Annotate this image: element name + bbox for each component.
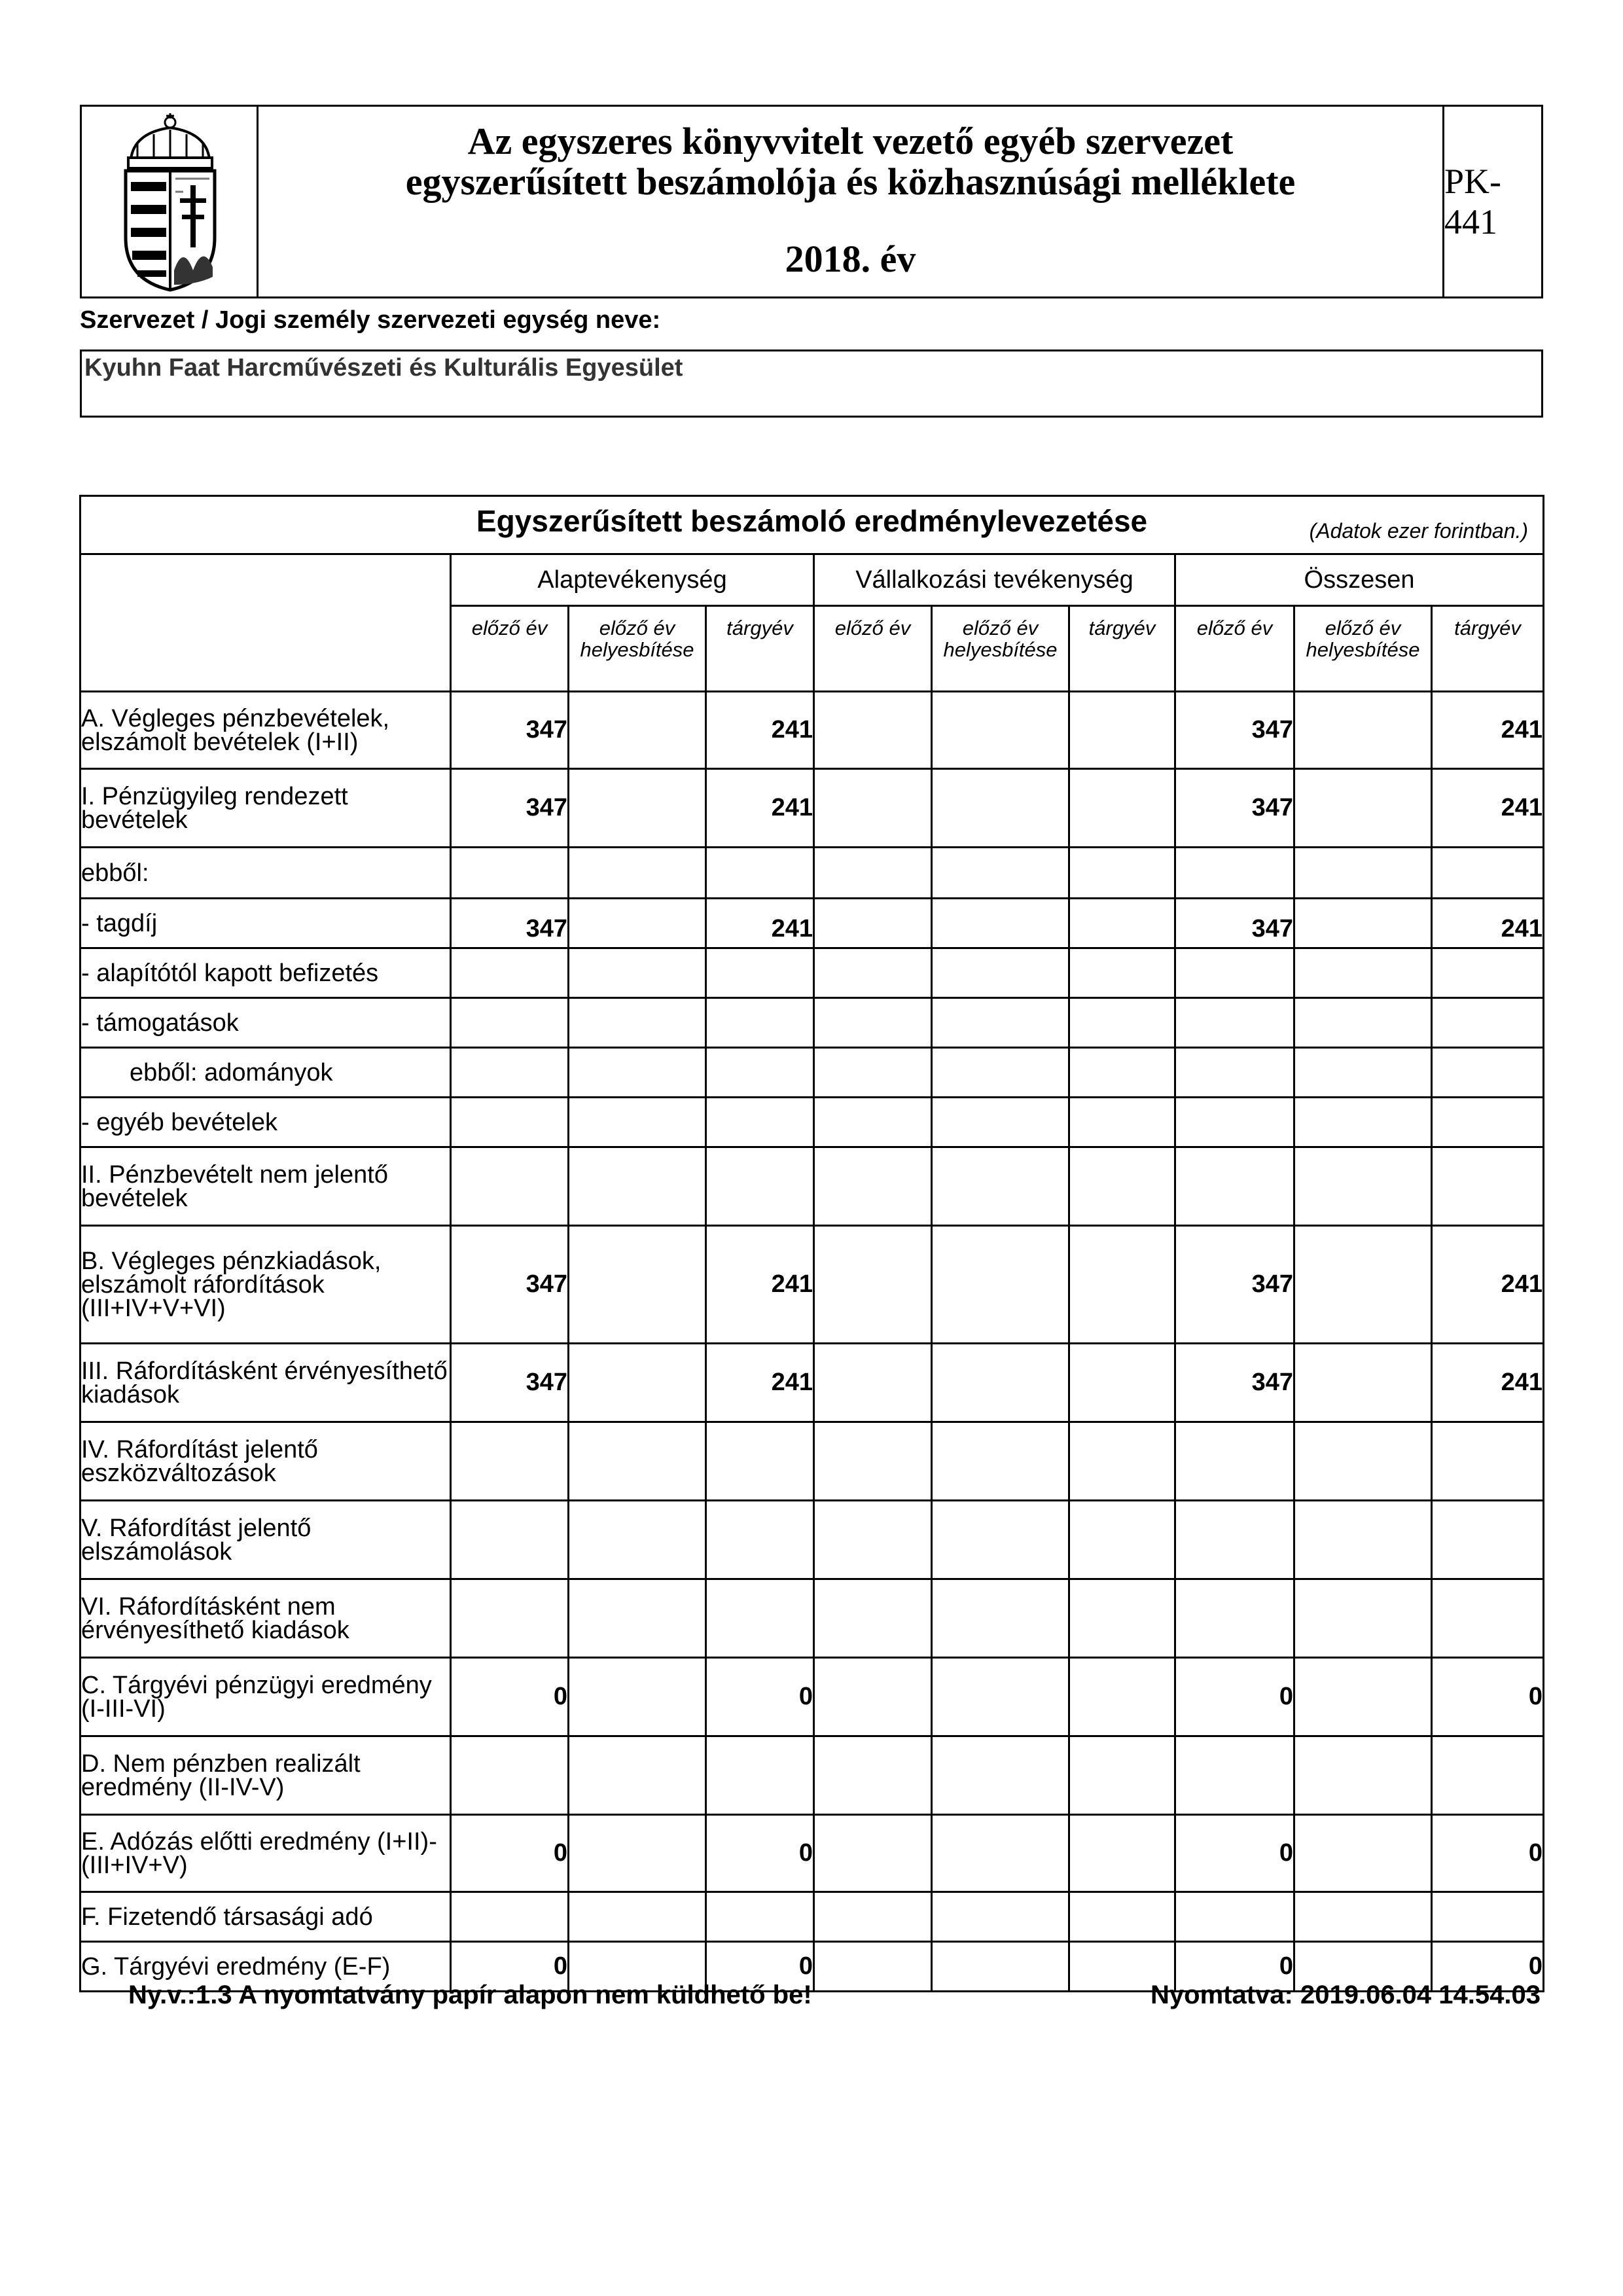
value-cell [451, 1048, 569, 1098]
value-cell: 0 [451, 1815, 569, 1892]
value-cell [569, 1422, 706, 1501]
value-cell [706, 1098, 814, 1147]
value-cell [1432, 1892, 1544, 1942]
value-cell [1432, 948, 1544, 998]
value-cell: 241 [1432, 1226, 1544, 1344]
subcol-header-business-2: tárgyév [1069, 606, 1175, 692]
org-name-field [80, 350, 1543, 418]
value-cell [569, 899, 706, 948]
value-cell [1432, 1501, 1544, 1579]
value-cell [1069, 848, 1175, 899]
value-cell [1294, 1736, 1432, 1815]
value-cell [1069, 1422, 1175, 1501]
value-cell [814, 899, 932, 948]
value-cell [1069, 1048, 1175, 1098]
value-cell [1175, 998, 1294, 1048]
table-caption [80, 496, 1544, 554]
row-label: ebből: [80, 848, 451, 899]
income-statement-table [79, 495, 1544, 1992]
value-cell [814, 1048, 932, 1098]
value-cell [1294, 1048, 1432, 1098]
value-cell [1294, 1147, 1432, 1226]
value-cell: 0 [706, 1942, 814, 1992]
org-name-value: Kyuhn Faat Harcművészeti és Kulturális Egyesület [84, 354, 683, 382]
value-cell [706, 998, 814, 1048]
row-label: I. Pénzügyileg rendezett bevételek [80, 769, 451, 848]
value-cell: 0 [1175, 1815, 1294, 1892]
value-cell [814, 1658, 932, 1736]
value-cell [451, 948, 569, 998]
value-cell [706, 1892, 814, 1942]
value-cell: 0 [1432, 1658, 1544, 1736]
row-label: B. Végleges pénzkiadások, elszámolt ráfordítások (III+IV+V+VI) [80, 1226, 451, 1344]
value-cell [569, 1736, 706, 1815]
value-cell [1069, 769, 1175, 848]
value-cell [1294, 1098, 1432, 1147]
value-cell: 347 [1175, 1226, 1294, 1344]
row-label: E. Adózás előtti eredmény (I+II)-(III+IV+V) [80, 1815, 451, 1892]
row-label: III. Ráfordításként érvényesíthető kiadások [80, 1344, 451, 1422]
value-cell: 241 [1432, 899, 1544, 948]
value-cell [1175, 1147, 1294, 1226]
value-cell [932, 1579, 1069, 1658]
table-row [80, 1048, 1544, 1098]
value-cell [451, 1579, 569, 1658]
value-cell [814, 1422, 932, 1501]
value-cell [932, 1098, 1069, 1147]
row-label: C. Tárgyévi pénzügyi eredmény (I-III-VI) [80, 1658, 451, 1736]
value-cell [451, 998, 569, 1048]
row-label: F. Fizetendő társasági adó [80, 1892, 451, 1942]
row-label: VI. Ráfordításként nem érvényesíthető kiadások [80, 1579, 451, 1658]
value-cell: 241 [706, 1344, 814, 1422]
subcol-header-business-1: előző év helyesbítése [932, 606, 1069, 692]
value-cell [451, 1422, 569, 1501]
value-cell [706, 848, 814, 899]
value-cell [1069, 1147, 1175, 1226]
value-cell [932, 1892, 1069, 1942]
value-cell [1175, 848, 1294, 899]
value-cell: 347 [451, 1226, 569, 1344]
table-row [80, 1892, 1544, 1942]
footer-version-note: Ny.v.:1.3 A nyomtatvány papír alapon nem küldhető be! [128, 1981, 812, 2009]
value-cell [814, 1147, 932, 1226]
value-cell [1294, 1344, 1432, 1422]
value-cell [569, 1815, 706, 1892]
value-cell [814, 769, 932, 848]
value-cell: 241 [1432, 692, 1544, 769]
value-cell [1294, 899, 1432, 948]
value-cell [1294, 1579, 1432, 1658]
value-cell [1294, 769, 1432, 848]
value-cell [569, 1048, 706, 1098]
value-cell [1069, 1226, 1175, 1344]
value-cell [569, 1344, 706, 1422]
value-cell [569, 1892, 706, 1942]
value-cell: 347 [1175, 769, 1294, 848]
value-cell [1069, 948, 1175, 998]
table-row [80, 692, 1544, 769]
value-cell [814, 1501, 932, 1579]
form-title-cell [259, 107, 1444, 296]
value-cell [1175, 1098, 1294, 1147]
row-label: - támogatások [80, 998, 451, 1048]
subcol-header-total-0: előző év [1175, 606, 1294, 692]
value-cell: 241 [1432, 1344, 1544, 1422]
value-cell [1294, 948, 1432, 998]
value-cell [1432, 1098, 1544, 1147]
footer-print-date: Nyomtatva: 2019.06.04 14.54.03 [1150, 1981, 1541, 2009]
value-cell [1294, 1815, 1432, 1892]
table-row [80, 1344, 1544, 1422]
value-cell: 241 [706, 692, 814, 769]
subcol-header-business-0: előző év [814, 606, 932, 692]
value-cell [706, 1736, 814, 1815]
value-cell [1069, 1344, 1175, 1422]
value-cell: 0 [1432, 1815, 1544, 1892]
value-cell [569, 1658, 706, 1736]
table-row [80, 848, 1544, 899]
value-cell [569, 769, 706, 848]
value-cell [814, 1736, 932, 1815]
crest-cell [82, 107, 259, 296]
value-cell [932, 1226, 1069, 1344]
value-cell [814, 1098, 932, 1147]
value-cell: 347 [451, 899, 569, 948]
value-cell [1175, 1501, 1294, 1579]
group-header-basic: Alaptevékenység [451, 554, 814, 606]
value-cell [1432, 848, 1544, 899]
row-label: II. Pénzbevételt nem jelentő bevételek [80, 1147, 451, 1226]
value-cell [706, 1579, 814, 1658]
value-cell [451, 1147, 569, 1226]
value-cell [814, 1579, 932, 1658]
subcol-header-basic-0: előző év [451, 606, 569, 692]
value-cell [1294, 1892, 1432, 1942]
table-row [80, 899, 1544, 948]
value-cell [1069, 1501, 1175, 1579]
value-cell: 347 [451, 769, 569, 848]
table-row [80, 1736, 1544, 1815]
value-cell [814, 1344, 932, 1422]
coat-of-arms-icon [118, 113, 223, 293]
subcol-header-total-1: előző év helyesbítése [1294, 606, 1432, 692]
value-cell [814, 1892, 932, 1942]
value-cell [932, 998, 1069, 1048]
value-cell [569, 998, 706, 1048]
value-cell [1294, 1501, 1432, 1579]
value-cell [1432, 998, 1544, 1048]
form-code: PK-441 [1444, 162, 1502, 242]
form-title-line2: egyszerűsített beszámolója és közhasznúsági melléklete [405, 160, 1296, 203]
value-cell: 0 [1175, 1658, 1294, 1736]
form-header [80, 105, 1543, 298]
value-cell: 0 [706, 1658, 814, 1736]
row-label: - tagdíj [80, 899, 451, 948]
subcol-header-total-2: tárgyév [1432, 606, 1544, 692]
value-cell [1294, 1658, 1432, 1736]
value-cell [1069, 1736, 1175, 1815]
value-cell [451, 1892, 569, 1942]
value-cell [569, 948, 706, 998]
value-cell [932, 769, 1069, 848]
value-cell [569, 1226, 706, 1344]
group-header-total: Összesen [1175, 554, 1544, 606]
table-row [80, 1422, 1544, 1501]
value-cell [814, 948, 932, 998]
value-cell [1294, 692, 1432, 769]
value-cell [932, 948, 1069, 998]
value-cell: 347 [1175, 1344, 1294, 1422]
value-cell [1069, 1098, 1175, 1147]
value-cell [1294, 848, 1432, 899]
value-cell [814, 1226, 932, 1344]
value-cell [814, 692, 932, 769]
value-cell [814, 1942, 932, 1992]
value-cell [1069, 998, 1175, 1048]
table-row [80, 1501, 1544, 1579]
value-cell [569, 1579, 706, 1658]
value-cell [932, 1344, 1069, 1422]
value-cell [1294, 1422, 1432, 1501]
value-cell [569, 1147, 706, 1226]
value-cell [1432, 1048, 1544, 1098]
table-row [80, 769, 1544, 848]
value-cell [932, 1501, 1069, 1579]
value-cell [1069, 1892, 1175, 1942]
value-cell [932, 1815, 1069, 1892]
value-cell [706, 1147, 814, 1226]
value-cell [1294, 1226, 1432, 1344]
table-row [80, 1815, 1544, 1892]
value-cell [1432, 1147, 1544, 1226]
value-cell [814, 848, 932, 899]
value-cell: 0 [451, 1942, 569, 1992]
table-title: Egyszerűsített beszámoló eredménylevezetése [476, 504, 1148, 538]
table-row [80, 1147, 1544, 1226]
value-cell [706, 948, 814, 998]
group-header-business: Vállalkozási tevékenység [814, 554, 1175, 606]
value-cell: 347 [1175, 899, 1294, 948]
value-cell [1069, 1658, 1175, 1736]
value-cell [1069, 1579, 1175, 1658]
value-cell [932, 1422, 1069, 1501]
value-cell [1294, 998, 1432, 1048]
table-row [80, 998, 1544, 1048]
value-cell [569, 1501, 706, 1579]
value-cell [1175, 1892, 1294, 1942]
value-cell [1069, 899, 1175, 948]
value-cell: 0 [1432, 1942, 1544, 1992]
value-cell: 0 [1175, 1942, 1294, 1992]
value-cell [706, 1422, 814, 1501]
table-row [80, 1579, 1544, 1658]
value-cell: 241 [1432, 769, 1544, 848]
table-row [80, 1098, 1544, 1147]
value-cell [932, 848, 1069, 899]
value-cell: 241 [706, 899, 814, 948]
value-cell: 347 [451, 1344, 569, 1422]
unit-note: (Adatok ezer forintban.) [1309, 519, 1529, 543]
row-label: V. Ráfordítást jelentő elszámolások [80, 1501, 451, 1579]
row-label: ebből: adományok [80, 1048, 451, 1098]
value-cell [1175, 1422, 1294, 1501]
value-cell [451, 1098, 569, 1147]
value-cell [569, 848, 706, 899]
value-cell: 241 [706, 769, 814, 848]
value-cell [451, 848, 569, 899]
value-cell [932, 1658, 1069, 1736]
row-label: - egyéb bevételek [80, 1098, 451, 1147]
value-cell: 0 [706, 1815, 814, 1892]
value-cell [932, 1736, 1069, 1815]
value-cell [706, 1501, 814, 1579]
value-cell [1175, 1579, 1294, 1658]
value-cell: 347 [1175, 692, 1294, 769]
row-label: A. Végleges pénzbevételek, elszámolt bevételek (I+II) [80, 692, 451, 769]
value-cell: 241 [706, 1226, 814, 1344]
value-cell [932, 1942, 1069, 1992]
form-year: 2018. év [785, 238, 916, 280]
value-cell [451, 1736, 569, 1815]
value-cell [451, 1501, 569, 1579]
value-cell [814, 1815, 932, 1892]
row-label-header [80, 554, 451, 692]
row-label: IV. Ráfordítást jelentő eszközváltozások [80, 1422, 451, 1501]
table-row [80, 1658, 1544, 1736]
value-cell: 0 [451, 1658, 569, 1736]
value-cell: 347 [451, 692, 569, 769]
table-row [80, 1226, 1544, 1344]
table-row [80, 948, 1544, 998]
value-cell [1432, 1579, 1544, 1658]
row-label: D. Nem pénzben realizált eredmény (II-IV-V) [80, 1736, 451, 1815]
value-cell [706, 1048, 814, 1098]
value-cell [814, 998, 932, 1048]
value-cell [569, 692, 706, 769]
subcol-header-basic-2: tárgyév [706, 606, 814, 692]
value-cell [1069, 1815, 1175, 1892]
value-cell [1175, 948, 1294, 998]
subcol-header-basic-1: előző év helyesbítése [569, 606, 706, 692]
row-label: G. Tárgyévi eredmény (E-F) [80, 1942, 451, 1992]
value-cell [1175, 1048, 1294, 1098]
value-cell [569, 1098, 706, 1147]
form-title-line1: Az egyszeres könyvvitelt vezető egyéb szervezet [467, 120, 1234, 162]
value-cell [1432, 1422, 1544, 1501]
value-cell [932, 1147, 1069, 1226]
value-cell [932, 692, 1069, 769]
row-label: - alapítótól kapott befizetés [80, 948, 451, 998]
value-cell [1175, 1736, 1294, 1815]
value-cell [1069, 692, 1175, 769]
value-cell [1432, 1736, 1544, 1815]
org-name-label: Szervezet / Jogi személy szervezeti egység neve: [80, 306, 661, 334]
value-cell [932, 899, 1069, 948]
value-cell [932, 1048, 1069, 1098]
